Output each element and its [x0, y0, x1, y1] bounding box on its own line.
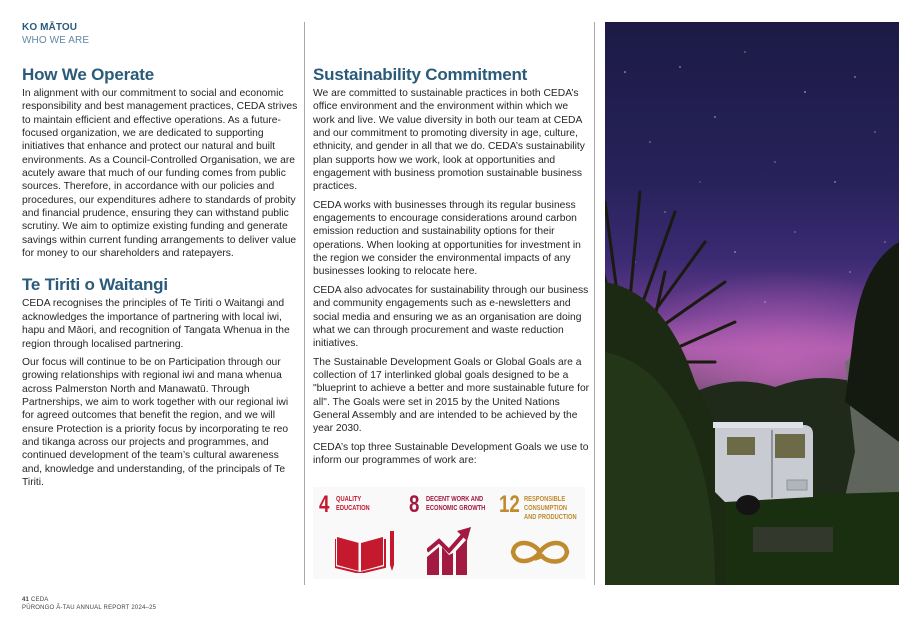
section-title-maori: KO MĀTOU [22, 22, 78, 33]
sustainability-paragraph-3: CEDA also advocates for sustainability through our business and community engagements such as e-newsletters and social media and ensuring we as an organisation are doing what we can through procurement and waste reduction initiatives. [313, 284, 589, 350]
growth-chart-icon [427, 525, 473, 575]
sdg-goal-label: RESPONSIBLE CONSUMPTION AND PRODUCTION [524, 496, 577, 521]
sustainability-paragraph-1: We are committed to sustainable practices in both CEDA’s office environment and the environment within which we work and live. We value diversity in both our team at CEDA and our commitment to promoting diversity in age, culture, ethnicity, and gender in all that we do. CEDA’s sustainability plan supports how we work, look at opportunities and engagement with business promotion sustainable business practices. [313, 88, 585, 193]
aurora-campervan-photo [605, 22, 899, 585]
page-number: 41 [22, 597, 30, 603]
infinity-loop-icon [509, 537, 571, 567]
sustainability-paragraph-4: The Sustainable Development Goals or Global Goals are a collection of 17 interlinked global goals designed to be a "blueprint to achieve a better and more sustainable future for all". The Goals were set in 2015 by the United Nations General Assembly and are intended to be achieved by the year 2030. [313, 356, 590, 435]
sdg-goal-number: 8 [409, 491, 420, 518]
sustainability-paragraph-5: CEDA’s top three Sustainable Development Goals we use to inform our programmes of work are: [313, 441, 589, 466]
sdg-goal-number: 12 [499, 491, 520, 518]
sustainability-paragraph-2: CEDA works with businesses through its regular business engagements to encourage considerations around carbon emission reduction and sustainability options for their operations. When looking at opportunities for investment in the region we consider the environmental impacts of any businesses looking to relocate here. [313, 199, 581, 278]
left-column [22, 65, 300, 494]
sdg-goals-graphic [313, 487, 585, 579]
section-title-english: WHO WE ARE [22, 35, 90, 46]
report-title: PŪRONGO Ā-TAU ANNUAL REPORT 2024–25 [22, 605, 157, 611]
section-kicker [22, 21, 89, 47]
middle-column [313, 65, 591, 472]
te-tiriti-paragraph-2: Our focus will continue to be on Participation through our growing relationships with regional iwi and mana whenua across Palmerston North and Manawatū. Through Partnerships, we aim to work together with our regional iwi for agreed outcomes that benefit the region, and we will ensure Protection is a priority focus by incorporating te reo and tikanga across our projects and programmes, and continued development of the team’s cultural awareness and, knowledge and understanding, of the principals of Te Tiriti. [22, 356, 289, 488]
sdg-goal-label: QUALITY EDUCATION [336, 496, 370, 512]
te-tiriti-heading: Te Tiriti o Waitangi [22, 275, 168, 295]
sdg-goal-number: 4 [319, 491, 330, 518]
te-tiriti-paragraph-1: CEDA recognises the principles of Te Tiriti o Waitangi and acknowledges the importance of partnering with local iwi, hapu and Māori, and recognition of Tangata Whenua in the region through localised partnering. [22, 298, 290, 350]
page-footer [22, 596, 156, 612]
open-book-pencil-icon [335, 529, 397, 573]
sustainability-heading: Sustainability Commitment [313, 65, 528, 84]
column-divider-left [304, 22, 305, 585]
how-we-operate-heading: How We Operate [22, 65, 154, 84]
how-we-operate-paragraph: In alignment with our commitment to social and economic responsibility and best management practices, CEDA strives to maintain efficient and effective operations. As a future-focused organization, we are dedicated to supporting initiatives that enhance and protect our natural and built environments. As a Council-Controlled Organisation, we are acutely aware that much of our funding comes from public sources. Therefore, in accordance with our policies and procedures, our expenditures adhere to standards of probity and financial prudence, ensuring they can withstand public scrutiny. We aim to optimize existing funding and generate savings within current funding arrangements to deliver value for money to our shareholders and ratepayers. [22, 88, 298, 260]
sdg-goal-label: DECENT WORK AND ECONOMIC GROWTH [426, 496, 486, 512]
footer-org: CEDA [30, 597, 49, 603]
column-divider-right [594, 22, 595, 585]
